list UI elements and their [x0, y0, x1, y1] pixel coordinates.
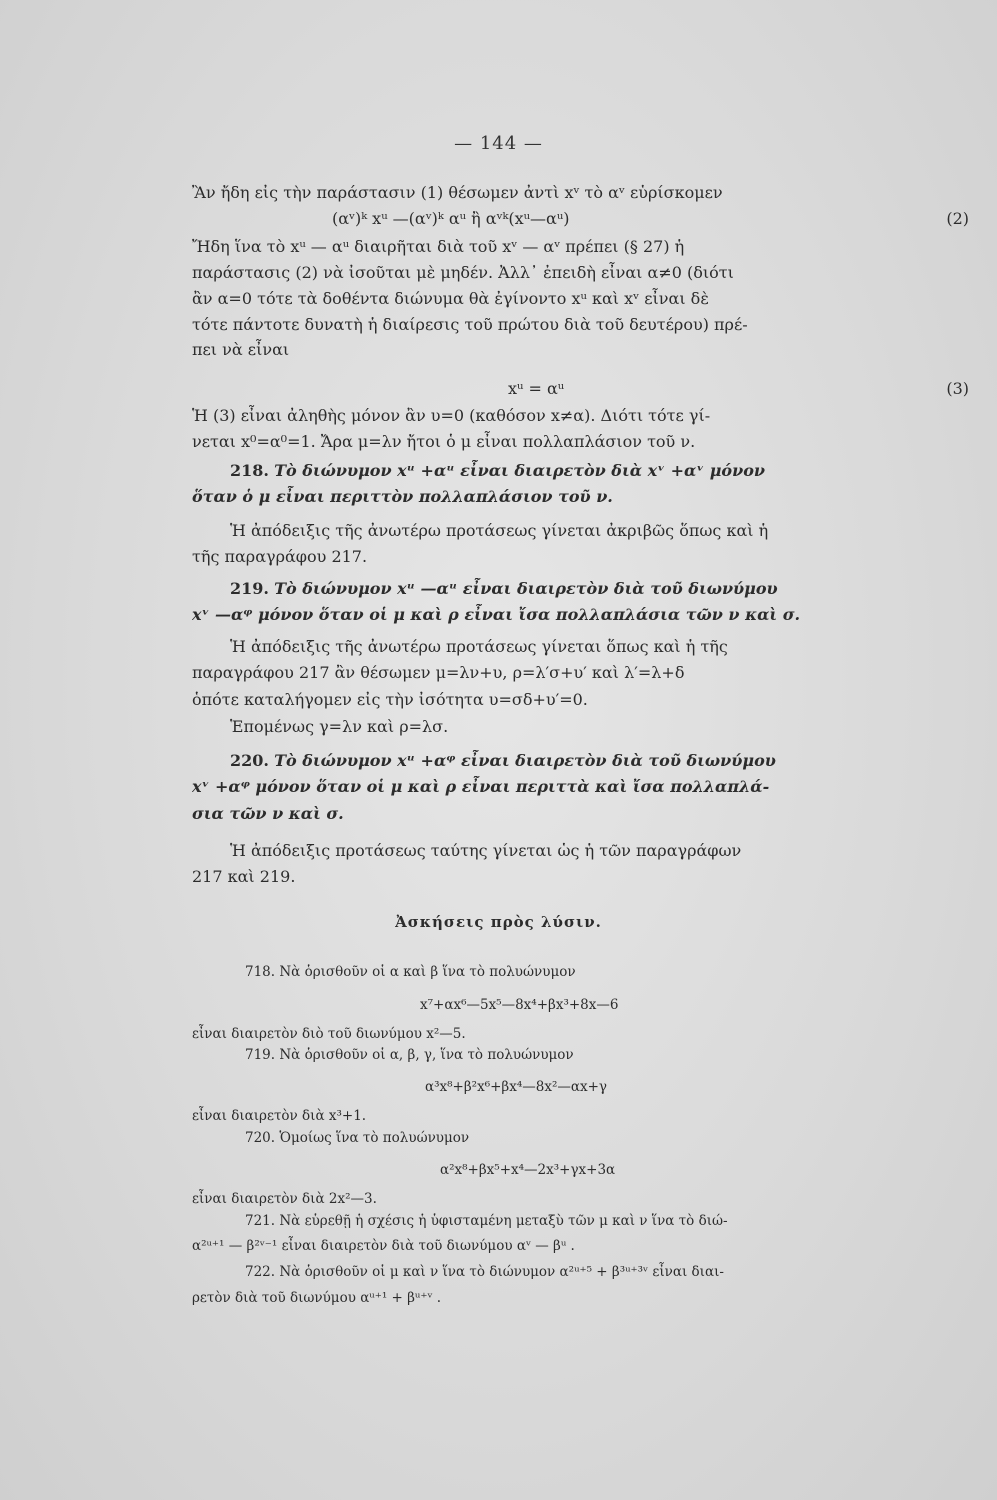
exercise-722: 722. Νὰ ὁρισθοῦν οἱ μ καὶ ν ἵνα τὸ διώνυμον α²ᵘ⁺⁵ + β³ᵘ⁺³ᵛ εἶναι διαι- — [245, 1264, 724, 1280]
exercise-text: εἶναι διαιρετὸν διὰ 2x²—3. — [192, 1191, 377, 1207]
theorem-text: Τὸ διώνυμον xᵘ —αᵘ εἶναι διαιρετὸν διὰ τοῦ διωνύμου — [274, 579, 778, 598]
text-line: Ἤδη ἵνα τὸ xᵘ — αᵘ διαιρῆται διὰ τοῦ xᵛ — αᵛ πρέπει (§ 27) ἡ — [192, 237, 685, 256]
page-number: — 144 — — [454, 133, 543, 154]
section-number: 218. — [230, 461, 269, 480]
exercises-heading: Ἀσκήσεις πρὸς λύσιν. — [395, 913, 602, 931]
theorem-text: ὅταν ὁ μ εἶναι περιττὸν πολλαπλάσιον τοῦ ν. — [192, 487, 613, 506]
exercise-text: α²ᵘ⁺¹ — β²ᵛ⁻¹ εἶναι διαιρετὸν διὰ τοῦ διωνύμου αᵛ — βᵘ . — [192, 1238, 575, 1254]
exercise-text: εἶναι διαιρετὸν διὰ x³+1. — [192, 1108, 367, 1124]
text-line: πει νὰ εἶναι — [192, 340, 290, 359]
text-line: νεται x⁰=α⁰=1. Ἄρα μ=λν ἤτοι ὁ μ εἶναι πολλαπλάσιον τοῦ ν. — [192, 432, 696, 451]
theorem-text: xᵛ —αᵠ μόνον ὅταν οἱ μ καὶ ρ εἶναι ἴσα πολλαπλάσια τῶν ν καὶ σ. — [192, 605, 801, 624]
theorem-220-line — [230, 750, 997, 772]
text-line: τῆς παραγράφου 217. — [192, 547, 368, 566]
text-line: Ἡ ἀπόδειξις τῆς ἀνωτέρω προτάσεως γίνεται ἀκριβῶς ὅπως καὶ ἡ — [230, 521, 769, 540]
exercise-text: εἶναι διαιρετὸν διὸ τοῦ διωνύμου x²—5. — [192, 1026, 466, 1042]
text-line: τότε πάντοτε δυνατὴ ἡ διαίρεσις τοῦ πρώτου διὰ τοῦ δευτέρου) πρέ- — [192, 315, 748, 334]
exercise-718: 718. Νὰ ὁρισθοῦν οἱ α καὶ β ἵνα τὸ πολυώνυμον — [245, 964, 576, 980]
exercise-formula: α³x⁸+β²x⁶+βx⁴—8x²—αx+γ — [425, 1079, 607, 1095]
exercise-formula: α²x⁸+βx⁵+x⁴—2x³+γx+3α — [440, 1162, 616, 1178]
exercise-text: ρετὸν διὰ τοῦ διωνύμου αᵘ⁺¹ + βᵘ⁺ᵛ . — [192, 1290, 442, 1306]
section-number: 219. — [230, 579, 269, 598]
section-number: 220. — [230, 751, 269, 770]
theorem-218-line — [230, 460, 997, 482]
text-line: Ἡ ἀπόδειξις τῆς ἀνωτέρω προτάσεως γίνεται ὅπως καὶ ἡ τῆς — [230, 637, 728, 656]
text-line: ὁπότε καταλήγομεν εἰς τὴν ἰσότητα υ=σδ+υ′=0. — [192, 690, 588, 709]
exercise-721: 721. Νὰ εὑρεθῇ ἡ σχέσις ἡ ὑφισταμένη μεταξὺ τῶν μ καὶ ν ἵνα τὸ διώ- — [245, 1213, 728, 1229]
text-line: Ἡ ἀπόδειξις προτάσεως ταύτης γίνεται ὡς ἡ τῶν παραγράφων — [230, 841, 742, 860]
theorem-text: Τὸ διώνυμον xᵘ +αᵘ εἶναι διαιρετὸν διὰ xᵛ +αᵛ μόνον — [274, 461, 765, 480]
theorem-text: xᵛ +αᵠ μόνον ὅταν οἱ μ καὶ ρ εἶναι περιττὰ καὶ ἴσα πολλαπλά- — [192, 777, 770, 796]
exercise-formula: x⁷+αx⁶—5x⁵—8x⁴+βx³+8x—6 — [420, 997, 619, 1013]
text-line: παραγράφου 217 ἂν θέσωμεν μ=λν+υ, ρ=λ′σ+υ′ καὶ λ′=λ+δ — [192, 663, 685, 682]
theorem-219-line — [230, 578, 997, 600]
theorem-text: Τὸ διώνυμον xᵘ +αᵠ εἶναι διαιρετὸν διὰ τοῦ διωνύμου — [274, 751, 776, 770]
text-line: Ἑπομένως γ=λν καὶ ρ=λσ. — [230, 717, 449, 736]
text-line: παράστασις (2) νὰ ἰσοῦται μὲ μηδέν. Ἀλλ᾽ ἐπειδὴ εἶναι α≠0 (διότι — [192, 263, 734, 282]
exercise-719: 719. Νὰ ὁρισθοῦν οἱ α, β, γ, ἵνα τὸ πολυώνυμον — [245, 1047, 574, 1063]
text-line: ἂν α=0 τότε τὰ δοθέντα διώνυμα θὰ ἐγίνοντο xᵘ καὶ xᵛ εἶναι δὲ — [192, 289, 709, 308]
text-line: Ἡ (3) εἶναι ἀληθὴς μόνον ἂν υ=0 (καθόσον x≠α). Διότι τότε γί- — [192, 406, 711, 425]
exercise-720: 720. Ὁμοίως ἵνα τὸ πολυώνυμον — [245, 1130, 470, 1146]
equation-3: xᵘ = αᵘ — [508, 379, 565, 398]
equation-2: (αᵛ)ᵏ xᵘ —(αᵛ)ᵏ αᵘ ἢ αᵛᵏ(xᵘ—αᵘ) — [332, 209, 570, 228]
text-line: Ἂν ἤδη εἰς τὴν παράστασιν (1) θέσωμεν ἀντὶ xᵛ τὸ αᵛ εὑρίσκομεν — [192, 183, 723, 202]
equation-2-number: (2) — [946, 209, 969, 228]
equation-3-number: (3) — [946, 379, 969, 398]
theorem-text: σια τῶν ν καὶ σ. — [192, 804, 344, 823]
text-line: 217 καὶ 219. — [192, 867, 296, 886]
